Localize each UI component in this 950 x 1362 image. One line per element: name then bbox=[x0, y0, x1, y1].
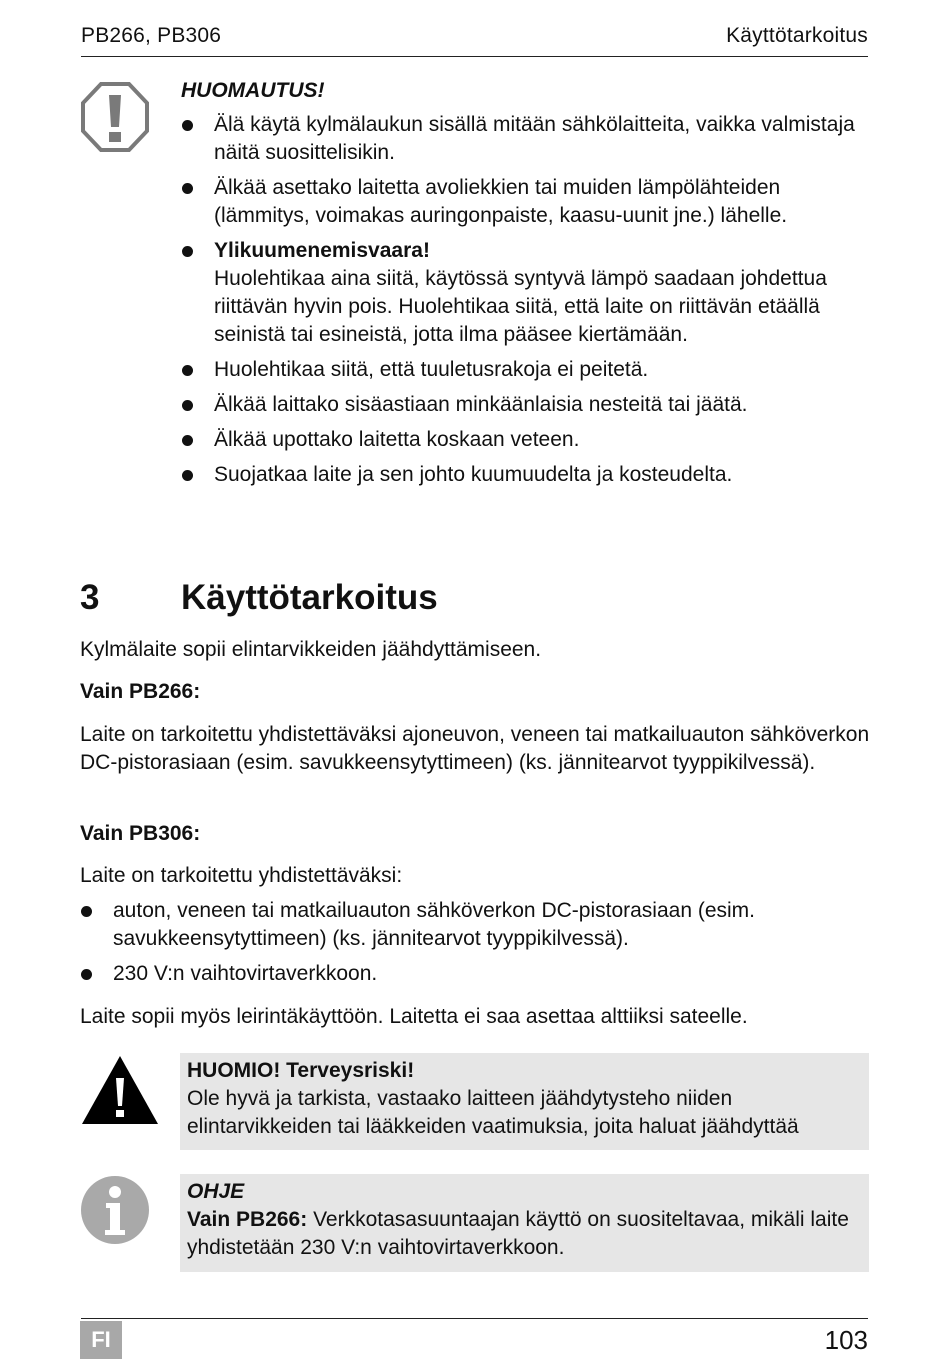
list-item: Huolehtikaa siitä, että tuuletusrakoja ei peitetä. bbox=[181, 356, 871, 384]
pb306-heading: Vain PB306: bbox=[80, 822, 201, 845]
notice-title: HUOMAUTUS! bbox=[181, 79, 325, 102]
pb306-text: Laite on tarkoitettu yhdistettäväksi: bbox=[80, 864, 403, 887]
bullet-icon bbox=[182, 365, 193, 376]
list-item: Älkää asettako laitetta avoliekkien tai muiden lämpölähteiden (lämmitys, voimakas auringonpaiste, kaasu-uunit jne.) lähelle. bbox=[181, 174, 871, 230]
bullet-icon bbox=[182, 120, 193, 131]
pb266-text: Laite on tarkoitettu yhdistettäväksi ajoneuvon, veneen tai matkailuauton sähköverkon DC-pistorasiaan (esim. savukkeensytyttimeen) (ks. jännitearvot tyyppikilvessä). bbox=[80, 723, 870, 774]
warning-text-block bbox=[187, 1057, 867, 1141]
warning-title: HUOMIO! Terveysriski! bbox=[187, 1059, 415, 1082]
bullet-icon bbox=[81, 906, 92, 917]
list-item: Älkää upottako laitetta koskaan veteen. bbox=[181, 426, 871, 454]
notice-list bbox=[181, 111, 871, 489]
info-title: OHJE bbox=[187, 1180, 245, 1203]
bullet-icon bbox=[182, 470, 193, 481]
warning-triangle-icon bbox=[80, 1054, 160, 1126]
notice-octagon-icon bbox=[80, 81, 150, 153]
pb306-list bbox=[80, 897, 870, 988]
language-badge: FI bbox=[80, 1321, 122, 1359]
bullet-icon bbox=[81, 969, 92, 980]
bullet-icon bbox=[182, 246, 193, 257]
pb266-heading: Vain PB266: bbox=[80, 680, 201, 703]
list-item: Älkää laittako sisäastiaan minkäänlaisia nesteitä tai jäätä. bbox=[181, 391, 871, 419]
footer-divider bbox=[81, 1318, 868, 1319]
info-text-block bbox=[187, 1178, 867, 1262]
list-item: Älä käytä kylmälaukun sisällä mitään sähkölaitteita, vaikka valmistaja näitä suosittelisikin. bbox=[181, 111, 871, 167]
info-body: Vain PB266: Verkkotasasuuntaajan käyttö on suositeltavaa, mikäli laite yhdistetään 230 V:n vaihtovirtaverkkoon. bbox=[187, 1208, 849, 1259]
overheat-label: Ylikuumenemisvaara! bbox=[214, 239, 430, 262]
intro-text: Kylmälaite sopii elintarvikkeiden jäähdyttämiseen. bbox=[80, 638, 542, 661]
header-divider bbox=[81, 56, 868, 57]
info-label: Vain PB266: bbox=[187, 1208, 308, 1231]
info-icon bbox=[80, 1175, 150, 1245]
list-item: auton, veneen tai matkailuauton sähköverkon DC-pistorasiaan (esim. savukkeensytyttimeen) (ks. jännitearvot tyyppikilvessä). bbox=[80, 897, 870, 953]
section-number: 3 bbox=[80, 578, 100, 617]
notice-block bbox=[181, 78, 871, 489]
outro-text: Laite sopii myös leirintäkäyttöön. Laitetta ei saa asettaa alttiiksi sateelle. bbox=[80, 1005, 748, 1028]
header-section: Käyttötarkoitus bbox=[726, 24, 868, 47]
list-item: 230 V:n vaihtovirtaverkkoon. bbox=[80, 960, 870, 988]
section-title: Käyttötarkoitus bbox=[181, 578, 438, 617]
header-model: PB266, PB306 bbox=[81, 24, 222, 47]
list-item: Ylikuumenemisvaara! Huolehtikaa aina siitä, käytössä syntyvä lämpö saadaan johdettua riittävän hyvin pois. Huolehtikaa siitä, että laite on riittävän etäällä seinistä tai esineistä, jotta ilma pääsee kiertämään. bbox=[181, 237, 871, 349]
bullet-icon bbox=[182, 400, 193, 411]
bullet-icon bbox=[182, 183, 193, 194]
warning-body: Ole hyvä ja tarkista, vastaako laitteen jäähdytysteho niiden elintarvikkeiden tai lääkkeiden vaatimuksia, joita haluat jäähdyttää bbox=[187, 1087, 799, 1138]
bullet-icon bbox=[182, 435, 193, 446]
list-item: Suojatkaa laite ja sen johto kuumuudelta ja kosteudelta. bbox=[181, 461, 871, 489]
page-number: 103 bbox=[824, 1325, 868, 1355]
